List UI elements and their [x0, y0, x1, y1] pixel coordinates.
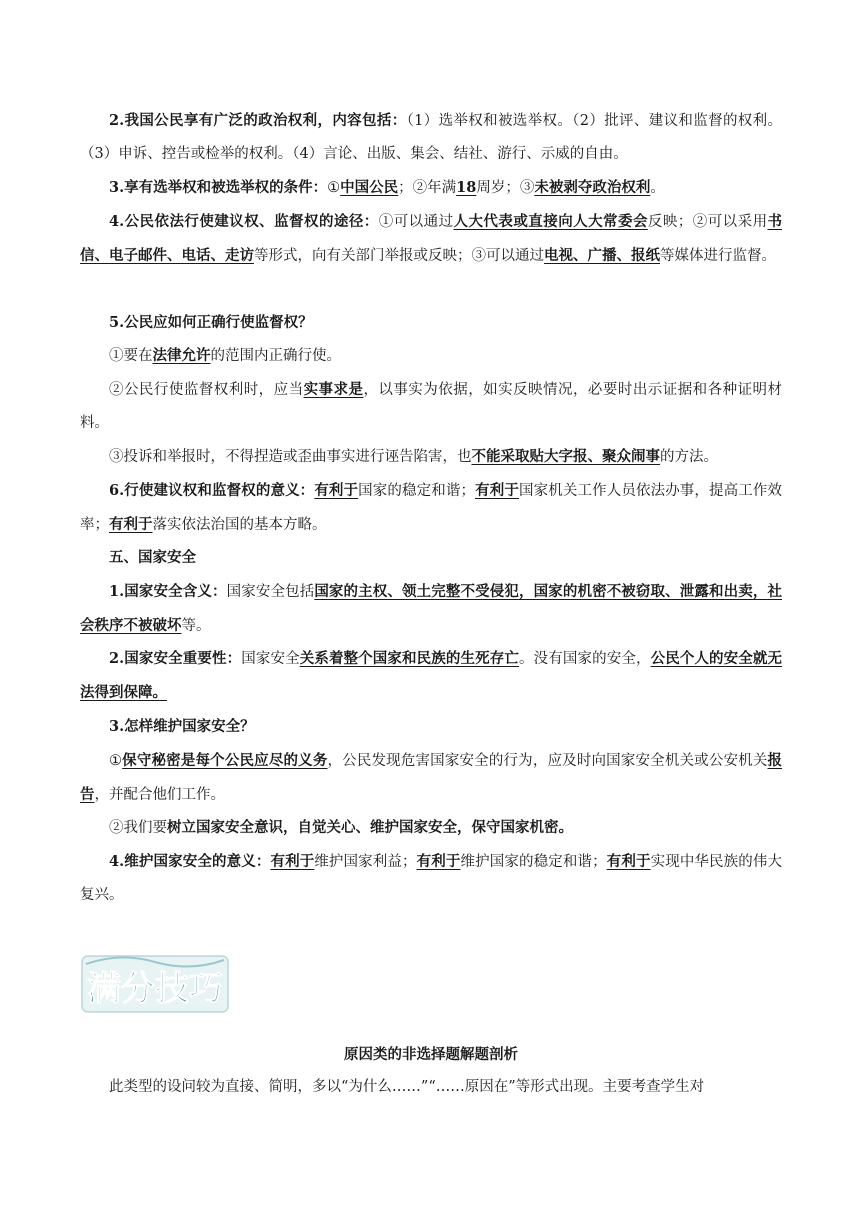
text: 等媒体进行监督。	[660, 248, 776, 264]
text: ②公民行使监督权利时，应当	[109, 382, 304, 398]
text: 国家安全	[241, 651, 300, 667]
paragraph-heading-how-to-protect: 3.怎样维护国家安全？	[109, 718, 255, 735]
paragraph-heading: 2.国家安全重要性：	[109, 650, 242, 667]
text: ①	[327, 180, 341, 196]
text: 国家机关工作人员依法办事，提高工作效率；	[80, 483, 783, 533]
key-point: 报告	[80, 752, 783, 803]
paragraph-significance	[80, 474, 782, 542]
key-point: 有利于	[270, 853, 315, 870]
key-point: 书信、电子邮件、电话、走访	[80, 213, 783, 264]
key-point: 保守秘密是每个公民应尽的义务	[122, 752, 328, 769]
text: ③投诉和举报时，不得捏造或歪曲事实进行诬告陷害，也	[109, 449, 472, 465]
paragraph-protect-significance	[80, 845, 782, 912]
paragraph-item-1	[80, 339, 782, 373]
text: ①要在	[109, 348, 153, 364]
text: 维护国家利益；	[314, 854, 417, 870]
section-title-national-security: 五、国家安全	[109, 549, 196, 566]
paragraph-item-3	[80, 440, 782, 474]
text: ，以事实为依据，如实反映情况，必要时出示证据和各种证明材料。	[80, 382, 783, 431]
paragraph-heading: 3.享有选举权和被选举权的条件：	[109, 179, 328, 196]
key-point: 有利于	[475, 482, 519, 499]
tips-intro: 此类型的设问较为直接、简明，多以“为什么……”“……原因在”等形式出现。主要考查学生对	[109, 1079, 705, 1095]
paragraph-item-2	[80, 373, 782, 440]
key-point: 有利于	[606, 853, 651, 870]
paragraph-heading: 4.公民依法行使建议权、监督权的途径：	[109, 213, 379, 230]
text: 周岁；③	[476, 180, 535, 196]
paragraph-security-meaning	[80, 575, 782, 643]
text: 维护国家的稳定和谐；	[460, 854, 607, 870]
paragraph-political-rights	[80, 104, 782, 171]
key-point: 关系着整个国家和民族的生死存亡	[299, 650, 519, 667]
text: 国家安全包括	[226, 584, 315, 600]
key-point: 中国公民	[340, 179, 399, 196]
paragraph-heading: 2.我国公民享有广泛的政治权利，内容包括：	[109, 112, 407, 129]
text: 。	[650, 180, 665, 196]
tips-title: 原因类的非选择题解题剖析	[344, 1046, 518, 1063]
paragraph-heading: 4.维护国家安全的意义：	[109, 853, 271, 870]
paragraph-protect-item-2	[80, 811, 782, 845]
paragraph-heading-supervision: 5.公民应如何正确行使监督权？	[109, 314, 313, 331]
paragraph-security-importance	[80, 642, 782, 710]
key-point: 公民个人的安全就无法得到保障。	[80, 650, 783, 701]
text: ②我们要	[109, 820, 167, 836]
text: ①可以通过	[378, 214, 454, 230]
paragraph-text: （1）选举权和被选举权。（2）批评、建议和监督的权利。（3）申诉、控告或检举的权利。（4）言论、出版、集会、结社、游行、示威的自由。	[80, 113, 783, 162]
key-point: 18	[456, 179, 477, 196]
text: ，并配合他们工作。	[94, 787, 225, 803]
text: 落实依法治国的基本方略。	[152, 517, 327, 533]
text: ①	[109, 753, 123, 769]
paragraph-heading: 6.行使建议权和监督权的意义：	[109, 482, 315, 499]
text: 的范围内正确行使。	[210, 348, 341, 364]
text: ，公民发现危害国家安全的行为，应及时向国家安全机关或公安机关	[327, 753, 768, 769]
key-point: 有利于	[416, 853, 461, 870]
text: 实现中华民族的伟大复兴。	[80, 854, 783, 903]
text: 。没有国家的安全，	[519, 651, 651, 667]
paragraph-protect-item-1	[80, 744, 782, 812]
key-point: 人大代表或直接向人大常委会	[453, 213, 648, 230]
text: 等。	[181, 618, 211, 634]
text: ；②年满	[398, 180, 457, 196]
full-score-tips-badge	[80, 942, 230, 1022]
paragraph-heading: 1.国家安全含义：	[109, 583, 227, 600]
text: 的方法。	[660, 449, 718, 465]
key-point: 树立国家安全意识，自觉关心、维护国家安全，保守国家机密。	[167, 819, 573, 836]
key-point: 国家的主权、领土完整不受侵犯，国家的机密不被窃取、泄露和出卖，社会秩序不被破坏	[80, 583, 783, 634]
key-point: 不能采取贴大字报、聚众闹事	[471, 448, 660, 465]
paragraph-supervision-channels	[80, 205, 782, 273]
text: 反映；②可以采用	[647, 214, 768, 230]
key-point: 实事求是	[303, 381, 364, 398]
key-point: 未被剥夺政治权利	[534, 179, 651, 196]
key-point: 有利于	[109, 516, 153, 533]
key-point: 法律允许	[152, 347, 211, 364]
text: 等形式，向有关部门举报或反映；③可以通过	[254, 248, 544, 264]
key-point: 有利于	[314, 482, 359, 499]
key-point: 电视、广播、报纸	[544, 247, 660, 264]
badge-text: 满分技巧	[87, 969, 223, 1009]
text: 国家的稳定和谐；	[358, 483, 476, 499]
paragraph-election-conditions	[80, 171, 782, 205]
